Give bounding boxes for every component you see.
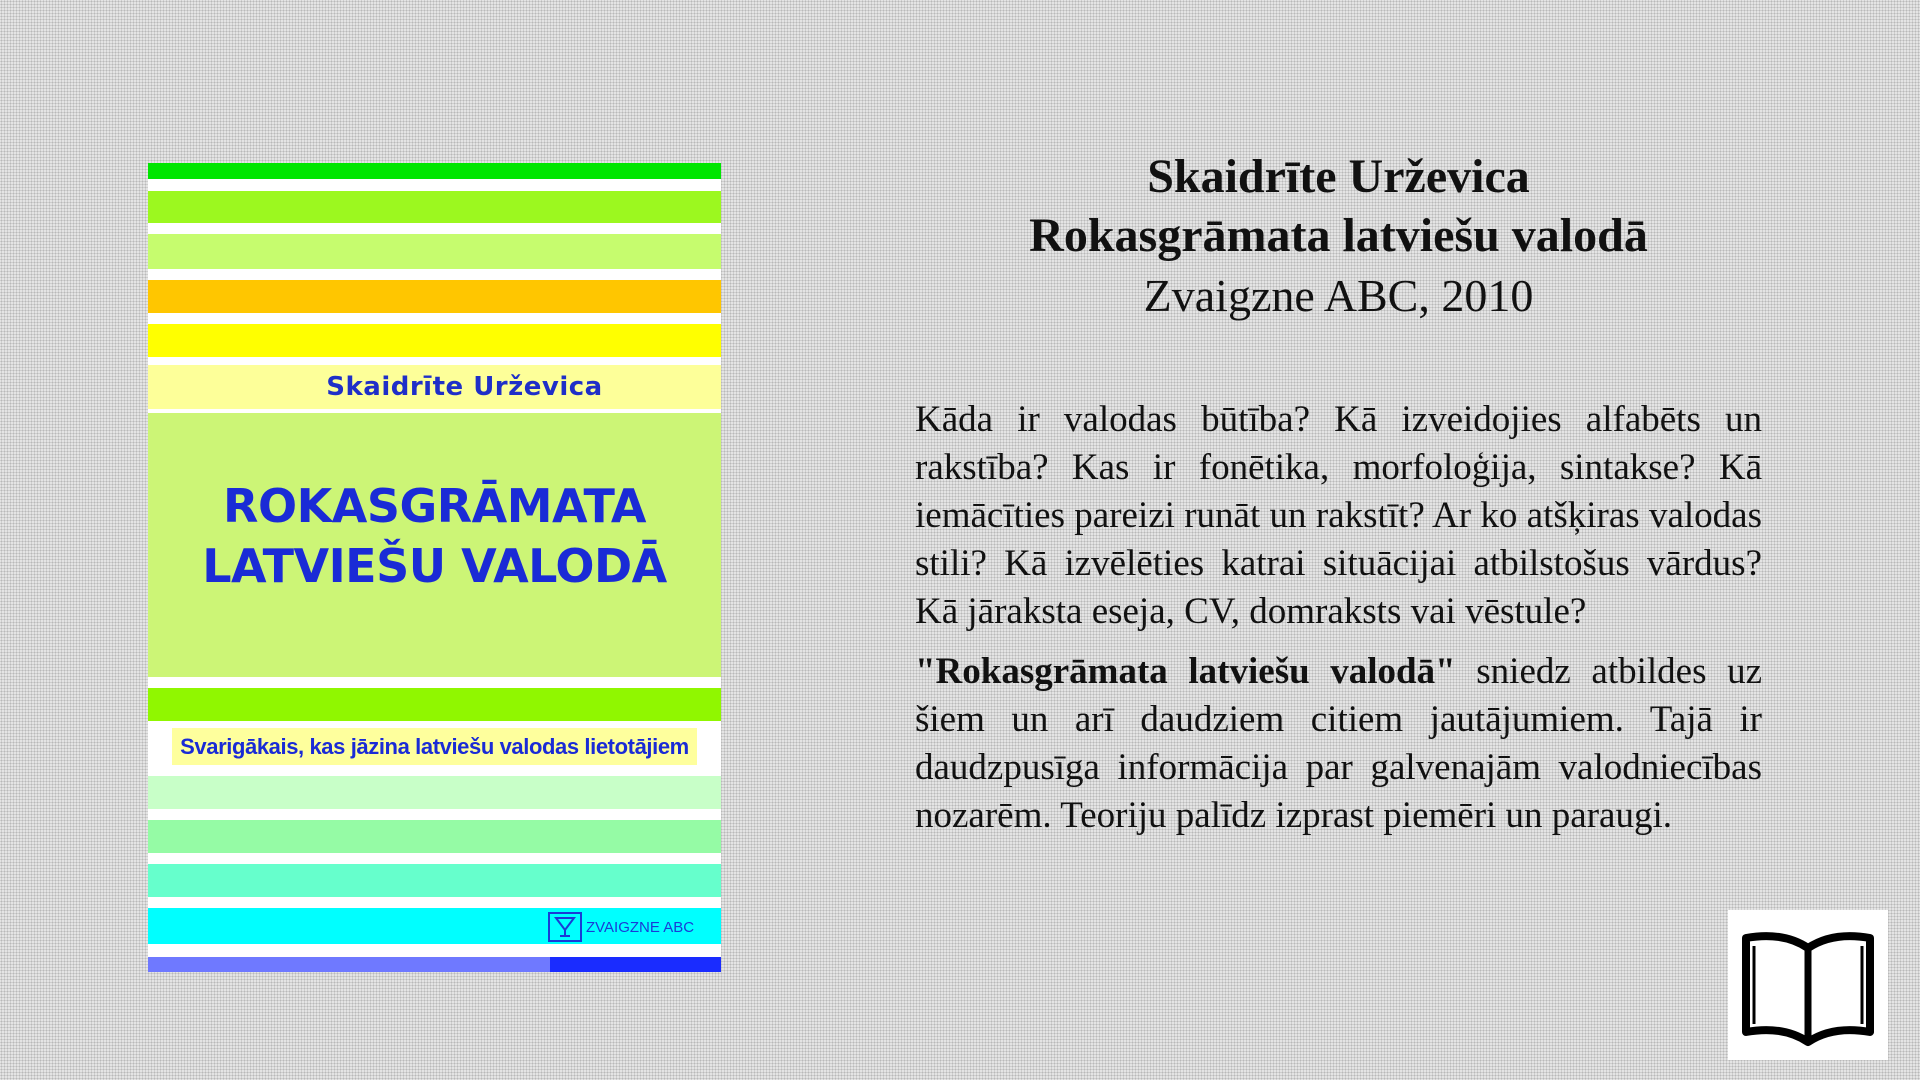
cover-stripe — [148, 864, 721, 897]
cover-stripe — [550, 957, 721, 972]
book-cover — [148, 163, 721, 972]
book-description — [915, 396, 1762, 840]
cover-stripe — [148, 324, 721, 357]
cover-stripe — [148, 280, 721, 313]
book-publisher-year: Zvaigzne ABC, 2010 — [1143, 270, 1534, 321]
cover-stripe — [148, 820, 721, 853]
open-book-icon[interactable] — [1728, 910, 1888, 1060]
description-paragraph-2 — [915, 648, 1762, 840]
book-author: Skaidrīte Urževica — [1147, 150, 1530, 203]
cover-title — [148, 476, 721, 596]
publisher-logo — [548, 912, 694, 942]
cover-author-band — [148, 365, 721, 409]
cover-stripe — [148, 776, 721, 809]
cover-stripe — [148, 163, 721, 179]
book-info — [915, 148, 1762, 326]
cover-author: Skaidrīte Urževica — [326, 372, 603, 402]
cover-stripe — [148, 234, 721, 269]
description-title-quote: "Rokasgrāmata latviešu valodā" — [915, 651, 1456, 692]
publisher-logo-text: ZVAIGZNE ABC — [586, 918, 695, 936]
book-title: Rokasgrāmata latviešu valodā — [1029, 209, 1648, 262]
cover-subtitle: Svarigākais, kas jāzina latviešu valodas lietotājiem — [172, 728, 697, 765]
cover-stripe — [148, 191, 721, 223]
cover-stripe — [148, 688, 721, 721]
cover-title-line2: LATVIEŠU VALODĀ — [202, 539, 667, 593]
cover-title-line1: ROKASGRĀMATA — [223, 479, 646, 533]
cover-stripe — [148, 957, 550, 972]
description-paragraph-2-text: sniedz atbildes uz šiem un arī daudziem citiem jautājumiem. Tajā ir daudzpusīga informācija par galvenajām valodniecības nozarēm. Teoriju palīdz izprast piemēri un paraugi. — [915, 651, 1763, 836]
description-paragraph-1: Kāda ir valodas būtība? Kā izveidojies alfabēts un rakstība? Kas ir fonētika, morfoloģija, sintakse? Kā iemācīties pareizi runāt un rakstīt? Ar ko atšķiras valodas stili? Kā izvēlēties katrai situācijai atbilstošus vārdus? Kā jāraksta eseja, CV, domraksts vai vēstule? — [915, 399, 1762, 632]
publisher-logo-icon — [548, 912, 582, 942]
